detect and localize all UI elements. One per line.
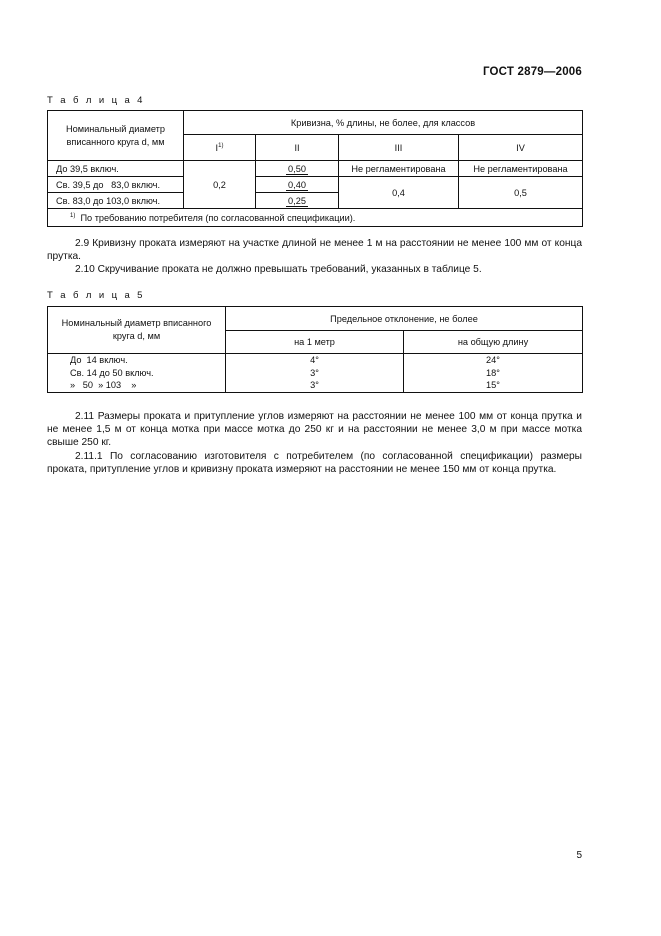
- table5-row1-diameter: До 14 включ.: [48, 354, 226, 367]
- paragraph-2-11: 2.11 Размеры проката и притупление углов измеряют на расстоянии не менее 100 мм от конца прутка и не менее 1,5 м от конца мотка при массе мотка до 250 кг и на расстоянии не менее 3,0 м при массе мотка свыше 250 кг.: [47, 411, 582, 448]
- page-number: 5: [576, 850, 582, 861]
- table5-row3-per-meter: 3°: [226, 379, 404, 393]
- table5-row2-per-meter: 3°: [226, 367, 404, 379]
- table5-head-deviation: Предельное отклонение, не более: [226, 307, 583, 331]
- table4-row3-diameter: Св. 83,0 до 103,0 включ.: [48, 193, 184, 209]
- standard-designation: ГОСТ 2879—2006: [482, 66, 582, 78]
- table4-caption: Т а б л и ц а 4: [47, 95, 145, 106]
- table5-row2-diameter: Св. 14 до 50 включ.: [48, 367, 226, 379]
- table4-row1-class2: 0,50: [256, 161, 339, 177]
- table4-class-4: IV: [459, 135, 583, 161]
- table5-row1-per-meter: 4°: [226, 354, 404, 367]
- table4-row2-class2: 0,40: [256, 177, 339, 193]
- paragraph-2-9: 2.9 Кривизну проката измеряют на участке длиной не менее 1 м на расстоянии не менее 100 мм от конца прутка.: [47, 238, 582, 262]
- table4-row3-class2: 0,25: [256, 193, 339, 209]
- table4-head-diameter: Номинальный диаметр вписанного круга d, мм: [48, 111, 184, 161]
- table4-row1-class3: Не регламентирована: [339, 161, 459, 177]
- table4-class-1: $I^{1)}$: [184, 135, 256, 161]
- table4-footnote: $^{1)}$ По требованию потребителя (по согласованной спецификации).: [48, 209, 583, 227]
- paragraph-2-11-1: 2.11.1 По согласованию изготовителя с потребителем (по согласованной спецификации) размеры проката, притупление углов и кривизну проката измеряют на расстоянии не менее 150 мм от конца прутка.: [47, 451, 582, 475]
- table4-rows23-class3: 0,4: [339, 177, 459, 209]
- table4-row1-class4: Не регламентирована: [459, 161, 583, 177]
- table4-class-3: III: [339, 135, 459, 161]
- table4: [47, 110, 583, 227]
- table5-sub-total: на общую длину: [404, 331, 583, 354]
- table5: [47, 306, 583, 393]
- paragraph-2-10: 2.10 Скручивание проката не должно превышать требований, указанных в таблице 5.: [75, 264, 482, 275]
- table5-row2-total: 18°: [404, 367, 583, 379]
- table4-class-2: II: [256, 135, 339, 161]
- table5-caption: Т а б л и ц а 5: [47, 290, 145, 301]
- table4-row1-diameter: До 39,5 включ.: [48, 161, 184, 177]
- table4-rows23-class4: 0,5: [459, 177, 583, 209]
- table5-row1-total: 24°: [404, 354, 583, 367]
- table5-row3-total: 15°: [404, 379, 583, 393]
- table4-head-curvature: Кривизна, % длины, не более, для классов: [184, 111, 583, 135]
- table5-row3-diameter: » 50 » 103 »: [48, 379, 226, 393]
- table4-class1-value: 0,2: [184, 161, 256, 209]
- table5-head-diameter: Номинальный диаметр вписанного круга d, мм: [48, 307, 226, 354]
- table4-row2-diameter: Св. 39,5 до 83,0 включ.: [48, 177, 184, 193]
- table5-sub-per-meter: на 1 метр: [226, 331, 404, 354]
